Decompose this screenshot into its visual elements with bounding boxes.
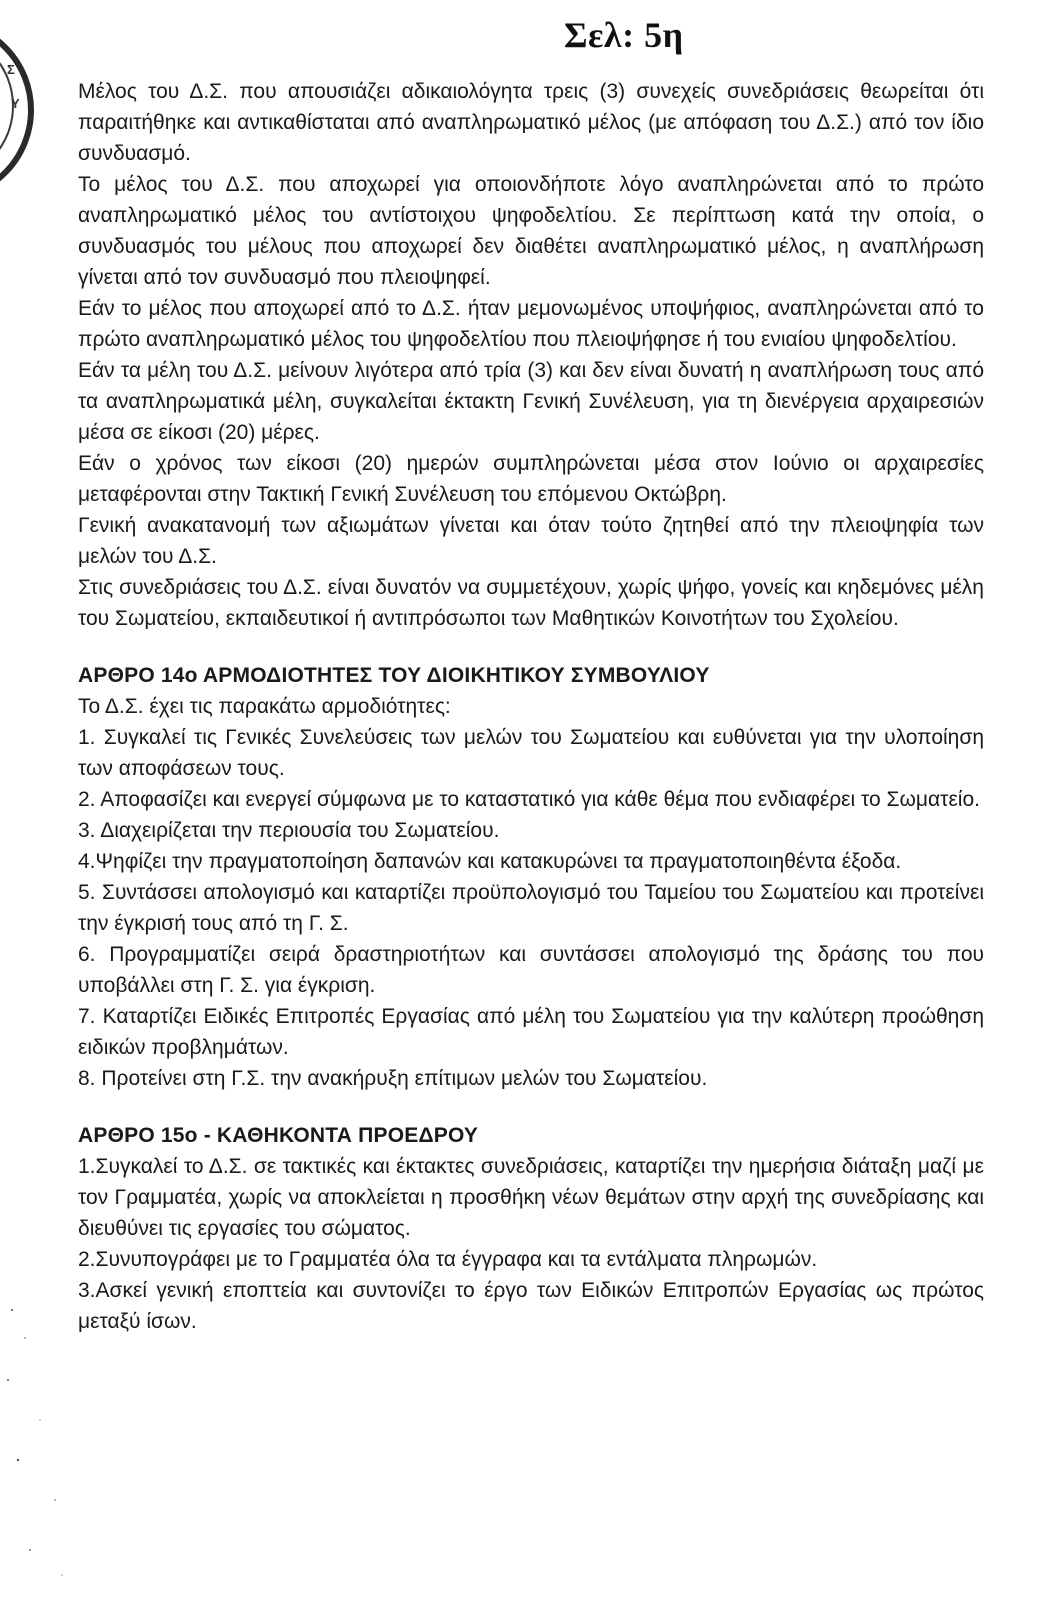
article-item: 8. Προτείνει στη Γ.Σ. την ανακήρυξη επίτιμων μελών του Σωματείου. — [78, 1067, 708, 1090]
article-item: 3. Διαχειρίζεται την περιουσία του Σωματείου. — [78, 819, 500, 842]
article-item: 2.Συνυπογράφει με το Γραμματέα όλα τα έγγραφα και τα εντάλματα πληρωμών. — [78, 1248, 818, 1271]
paragraph: Στις συνεδριάσεις του Δ.Σ. είναι δυνατόν να συμμετέχουν, χωρίς ψήφο, γονείς και κηδεμόνες μέλη του Σωματείου, εκπαιδευτικοί ή αντιπρόσωποι των Μαθητικών Κοινοτήτων του Σχολείου. — [78, 576, 984, 630]
paragraph: Εάν το μέλος που αποχωρεί από το Δ.Σ. ήταν μεμονωμένος υποψήφιος, αναπληρώνεται από το πρώτο αναπληρωματικό μέλος του ψηφοδελτίου που πλειοψήφησε ή του ενιαίου ψηφοδελτίου. — [78, 297, 984, 351]
paragraph: Εάν ο χρόνος των είκοσι (20) ημερών συμπληρώνεται μέσα στον Ιούνιο οι αρχαιρεσίες μεταφέρονται στην Τακτική Γενική Συνέλευση του επόμενου Οκτώβρη. — [78, 452, 984, 506]
article-item: 5. Συντάσσει απολογισμό και καταρτίζει προϋπολογισμό του Ταμείου του Σωματείου και προτείνει την έγκρισή τους από τη Γ. Σ. — [78, 881, 984, 935]
article-item: 2. Αποφασίζει και ενεργεί σύμφωνα με το καταστατικό για κάθε θέμα που ενδιαφέρει το Σωματείο. — [78, 788, 980, 811]
article-item: 3.Ασκεί γενική εποπτεία και συντονίζει το έργο των Ειδικών Επιτροπών Εργασίας ως πρώτος μεταξύ ίσων. — [78, 1279, 984, 1333]
article-14 — [78, 660, 984, 1094]
article-item: 1. Συγκαλεί τις Γενικές Συνελεύσεις των μελών του Σωματείου και ευθύνεται για την υλοποίηση των αποφάσεων τους. — [78, 726, 984, 780]
article-heading: ΑΡΘΡΟ 15ο - ΚΑΘΗΚΟΝΤΑ ΠΡΟΕΔΡΟΥ — [78, 1124, 479, 1147]
article-item: 1.Συγκαλεί το Δ.Σ. σε τακτικές και έκτακτες συνεδριάσεις, καταρτίζει την ημερήσια διάταξη μαζί με τον Γραμματέα, χωρίς να αποκλείεται η προσθήκη νέων θεμάτων στην αρχή της συνεδρίασης και διευθύνει τις εργασίες του σώματος. — [78, 1155, 984, 1240]
article-15 — [78, 1120, 984, 1337]
seal-letter: Σ — [7, 62, 15, 77]
article-heading: ΑΡΘΡΟ 14ο ΑΡΜΟΔΙΟΤΗΤΕΣ ΤΟΥ ΔΙΟΙΚΗΤΙΚΟΥ ΣΥΜΒΟΥΛΙΟΥ — [78, 664, 710, 687]
section-intro — [78, 76, 984, 634]
seal-letter: Υ — [11, 96, 20, 111]
document-body — [78, 76, 984, 1337]
paragraph: Γενική ανακατανομή των αξιωμάτων γίνεται και όταν τούτο ζητηθεί από την πλειοψηφία των μελών του Δ.Σ. — [78, 514, 984, 568]
scan-noise — [0, 1290, 80, 1590]
article-item: 4.Ψηφίζει την πραγματοποίηση δαπανών και κατακυρώνει τα πραγματοποιηθέντα έξοδα. — [78, 850, 902, 873]
paragraph: Το μέλος του Δ.Σ. που αποχωρεί για οποιονδήποτε λόγο αναπληρώνεται από το πρώτο αναπληρωματικό μέλος του αντίστοιχου ψηφοδελτίου. Σε περίπτωση κατά την οποία, ο συνδυασμός του μέλους που αποχωρεί δεν διαθέτει αναπληρωματικό μέλος, η αναπλήρωση γίνεται από τον συνδυασμό που πλειοψηφεί. — [78, 173, 984, 289]
paragraph: Μέλος του Δ.Σ. που απουσιάζει αδικαιολόγητα τρεις (3) συνεχείς συνεδριάσεις θεωρείται ότι παραιτήθηκε και αντικαθίσταται από αναπληρωματικό μέλος (με απόφαση του Δ.Σ.) από τον ίδιο συνδυασμό. — [78, 80, 984, 165]
page-number: Σελ: 5η — [564, 15, 684, 55]
paragraph: Εάν τα μέλη του Δ.Σ. μείνουν λιγότερα από τρία (3) και δεν είναι δυνατή η αναπλήρωση τους από τα αναπληρωματικά μέλη, συγκαλείται έκτακτη Γενική Συνέλευση, για τη διενέργεια αρχαιρεσιών μέσα σε είκοσι (20) μέρες. — [78, 359, 984, 444]
article-item: Το Δ.Σ. έχει τις παρακάτω αρμοδιότητες: — [78, 695, 451, 718]
article-item: 6. Προγραμματίζει σειρά δραστηριοτήτων και συντάσσει απολογισμό της δράσης του που υποβάλλει στη Γ. Σ. για έγκριση. — [78, 943, 984, 997]
article-item: 7. Καταρτίζει Ειδικές Επιτροπές Εργασίας από μέλη του Σωματείου για την καλύτερη προώθηση ειδικών προβλημάτων. — [78, 1005, 984, 1059]
